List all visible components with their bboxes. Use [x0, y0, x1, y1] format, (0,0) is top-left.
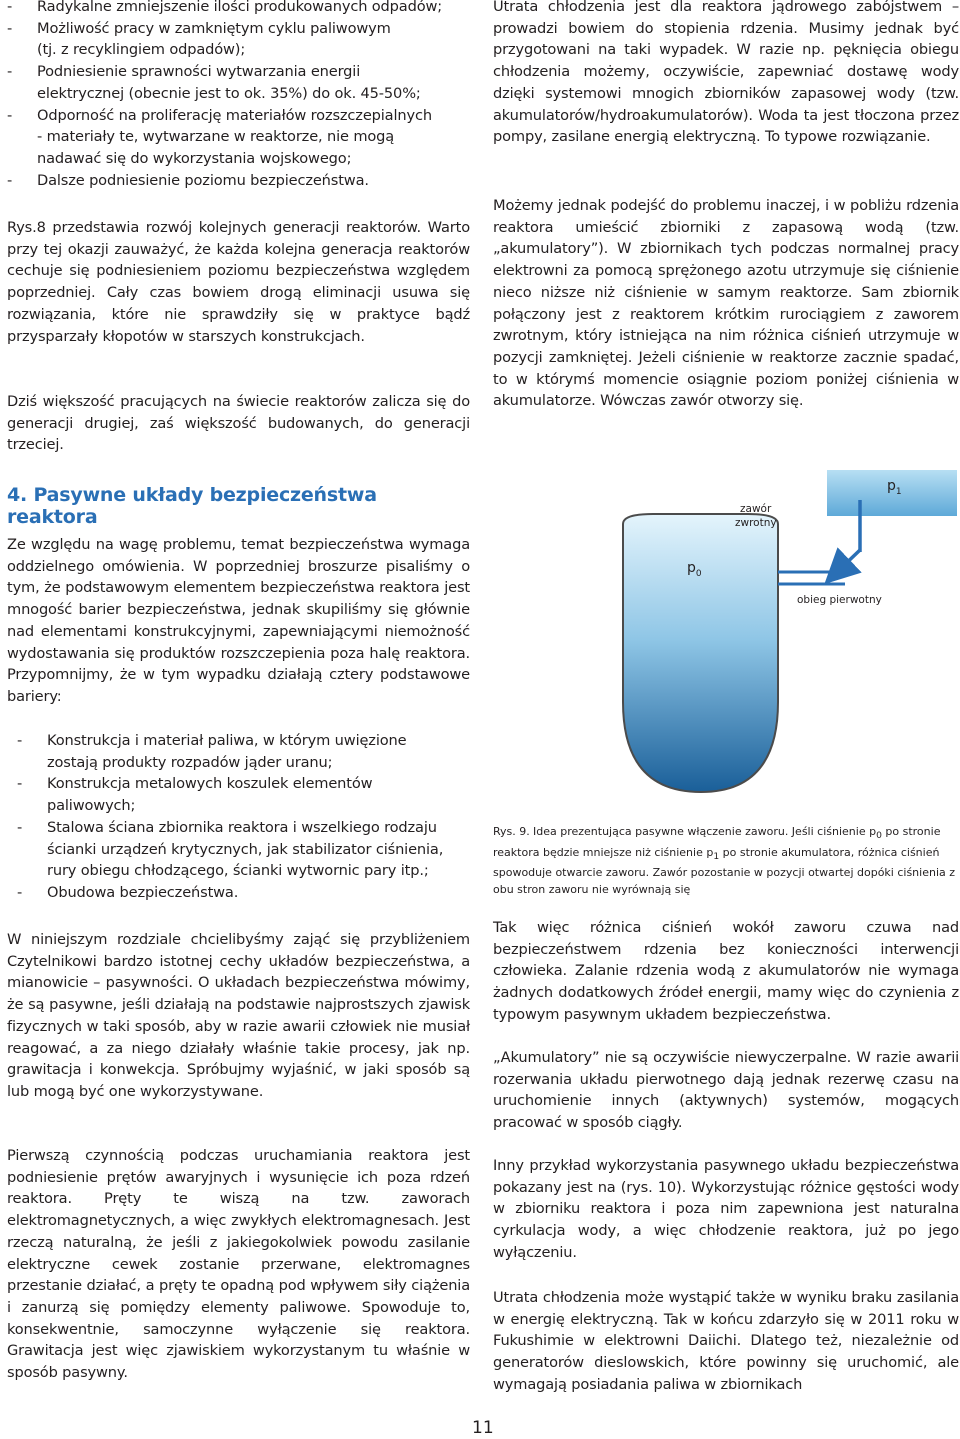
- list-item: - Konstrukcja i materiał paliwa, w którym uwięzione: [17, 732, 407, 749]
- paragraph-utrata-2: Utrata chłodzenia może wystąpić także w wyniku braku zasilania w energię elektryczną. Tak w końcu zdarzyło się w 2011 roku w Fukushimie w elektrowni Daiichi. Dlatego też, niezależnie od generatorów dieslowskich, które powinny się uruchomić, ale wymagają posiadania paliwa w zbiornikach: [493, 1289, 959, 1393]
- paragraph-tak-wiec: Tak więc różnica ciśnień wokół zaworu czuwa nad bezpieczeństwem rdzenia bez konieczności interwencji człowieka. Zalanie rdzenia wodą z akumulatorów nie wymaga żadnych dodatkowych źródeł energii, mamy więc do czynienia z typowym pasywnym układem bezpieczeństwa.: [493, 919, 959, 1023]
- paragraph-pierwsza: Pierwszą czynnością podczas uruchamiania reaktora jest podniesienie prętów awaryjnych i wysunięcie ich poza rdzeń reaktora. Pręty te wiszą na tzw. zaworach elektromagnetycznych, a więc zwykłych elektromagnesach. Jest rzeczą naturalną, że jeśli z jakiegokolwiek powodu zasilanie elektryczne cewek zostanie przerwane, elektromagnes przestanie działać, a pręty te opadną pod wpływem siły ciążenia i zanurzą się pomiędzy elementy paliwowe. Spowoduje to, konsekwentnie, samoczynne wyłączenie się reaktora. Grawitacja jest więc zjawiskiem wykorzystanym tu właśnie w sposób pasywny.: [7, 1147, 470, 1382]
- paragraph-inny: Inny przykład wykorzystania pasywnego układu bezpieczeństwa pokazany jest na (rys. 10). Wykorzystując różnice gęstości wody w zbiorniku reaktora i poza nim zapewniona jest naturalna cyrkulacja wody, a więc chłodzenie reaktora, już po jego wyłączeniu.: [493, 1157, 959, 1261]
- list-item: - Stalowa ściana zbiornika reaktora i wszelkiego rodzaju: [17, 818, 437, 836]
- list-item: zostają produkty rozpadów jąder uranu;: [47, 753, 333, 771]
- paragraph-mozemy: Możemy jednak podejść do problemu inaczej, i w pobliżu rdzenia reaktora umieścić zbiorniki z zapasową wodą (tzw. „akumulatory”). W zbiornikach tych podczas normalnej pracy elektrowni za pomocą sprężonego azotu utrzymuje się ciśnienie nieco niższe niż ciśnienie w samym reaktorze. Sam zbiornik połączony jest z reaktorem krótkim rurociągiem z zaworem zwrotnym, który istniejąca na nim różnica ciśnień utrzymuje w pozycji zamkniętej. Jeżeli ciśnienie w reaktorze zacznie spadać, to w którymś momencie osiągnie poziom poniżej ciśnienia w akumulatorze. Wówczas zawór otworzy się.: [493, 197, 959, 410]
- paragraph-niniejszym: W niniejszym rozdziale chcielibyśmy zająć się przybliżeniem Czytelnikowi bardzo istotnej cechy układów bezpieczeństwa, a mianowicie – pasywności. O układach bezpieczeństwa mówimy, że są pasywne, jeśli działają na podstawie najprostszych zjawisk fizycznych w taki sposób, aby w razie awarii człowiek nie musiał reagować, a za niego działały właśnie takie procesy, jak np. grawitacja i konwekcja. Spróbujmy wyjaśnić, w jaki sposób są lub mogą być one wykorzystywane.: [7, 931, 470, 1100]
- paragraph-dzis: Dziś większość pracujących na świecie reaktorów zalicza się do generacji drugiej, zaś większość budowanych, do generacji trzeciej.: [7, 393, 470, 454]
- label-primary-loop: obieg pierwotny: [797, 594, 882, 606]
- list-item: nadawać się do wykorzystania wojskowego;: [37, 149, 352, 167]
- list-item: - Radykalne zmniejszenie ilości produkowanych odpadów;: [7, 0, 443, 15]
- list-item: rury obiegu chłodzącego, ścianki wytwornic pary itp.;: [47, 862, 429, 880]
- list-item: - Dalsze podniesienie poziomu bezpieczeństwa.: [7, 171, 369, 189]
- list-item: (tj. z recyklingiem odpadów);: [37, 41, 246, 59]
- list-item: - Podniesienie sprawności wytwarzania energii: [7, 63, 361, 81]
- valve-arrow: [837, 550, 860, 572]
- page-number: 11: [472, 1418, 494, 1438]
- list-item: ścianki urządzeń krytycznych, jak stabilizator ciśnienia,: [47, 840, 444, 858]
- list-item: paliwowych;: [47, 797, 136, 815]
- generation-goals-list: [7, 0, 470, 191]
- label-p0: $p_0$: [687, 560, 702, 579]
- passive-valve-diagram: [583, 462, 959, 812]
- reactor-vessel: [623, 514, 778, 792]
- list-item: - materiały te, wytwarzane w reaktorze, nie mogą: [37, 128, 395, 146]
- section-heading: 4. Pasywne układy bezpieczeństwa reaktora: [7, 484, 377, 528]
- paragraph-akumulatory: „Akumulatory” nie są oczywiście niewyczerpalne. W razie awarii rozerwania układu pierwotnego dają jednak rezerwę czasu na uruchomienie innych (aktywnych) systemów, mogących pracować w sposób ciągły.: [493, 1049, 959, 1132]
- figure-caption: Rys. 9. Idea prezentująca pasywne włączenie zaworu. Jeśli ciśnienie $p_0$ po stronie reaktora będzie mniejsze niż ciśnienie $p_1$ po stronie akumulatora, różnica ciśnień spowoduje otwarcie zaworu. Zawór pozostanie w pozycji otwartej dopóki ciśnienia z obu stron zaworu nie wyrównają się: [493, 825, 956, 896]
- list-item: - Możliwość pracy w zamkniętym cyklu paliwowym: [7, 19, 391, 37]
- paragraph-utrata-1: Utrata chłodzenia jest dla reaktora jądrowego zabójstwem – prowadzi bowiem do stopienia rdzenia. Musimy jednak być przygotowani na taki wypadek. W razie np. pęknięcia obiegu chłodzenia możemy, oczywiście, zapewniać dostawę wody dzięki systemowi mnogich zbiorników zapasowej wody (tzw. akumulatorów/hydroakumulatorów). Woda ta jest tłoczona przez pompy, zasilane energią elektryczną. To typowe rozwiązanie.: [493, 0, 959, 146]
- list-item: - Odporność na proliferację materiałów rozszczepialnych: [7, 106, 432, 124]
- label-p1: $p_1$: [887, 478, 902, 497]
- paragraph-rys8: Rys.8 przedstawia rozwój kolejnych generacji reaktorów. Warto przy tej okazji zauważyć, że każda kolejna generacja reaktorów cechuje się podniesieniem poziomu bezpieczeństwa względem poprzedniej. Cały czas bowiem drogą eliminacji usuwa się rozwiązania, które nie sprawdziły się w praktyce bądź przysparzały kłopotów w starszych konstrukcjach.: [7, 219, 470, 345]
- paragraph-wzgledu: Ze względu na wagę problemu, temat bezpieczeństwa wymaga oddzielnego omówienia. W poprzedniej broszurze pisaliśmy o tym, że podstawowym elementem bezpieczeństwa reaktora jest mnogość barier bezpieczeństwa, jednak skupiliśmy się głównie nad elementami konstrukcyjnymi, zapewniającymi niemożność wydostawania się produktów rozszczepienia poza halę reaktora. Przypomnijmy, że w tym wypadku działają cztery podstawowe bariery:: [7, 536, 470, 705]
- list-item: elektrycznej (obecnie jest to ok. 35%) do ok. 45-50%;: [37, 84, 421, 102]
- list-item: - Obudowa bezpieczeństwa.: [17, 883, 239, 901]
- label-valve: zawór zwrotny: [735, 503, 777, 529]
- safety-barriers-list: [17, 730, 470, 904]
- list-item: - Konstrukcja metalowych koszulek elementów: [17, 775, 373, 793]
